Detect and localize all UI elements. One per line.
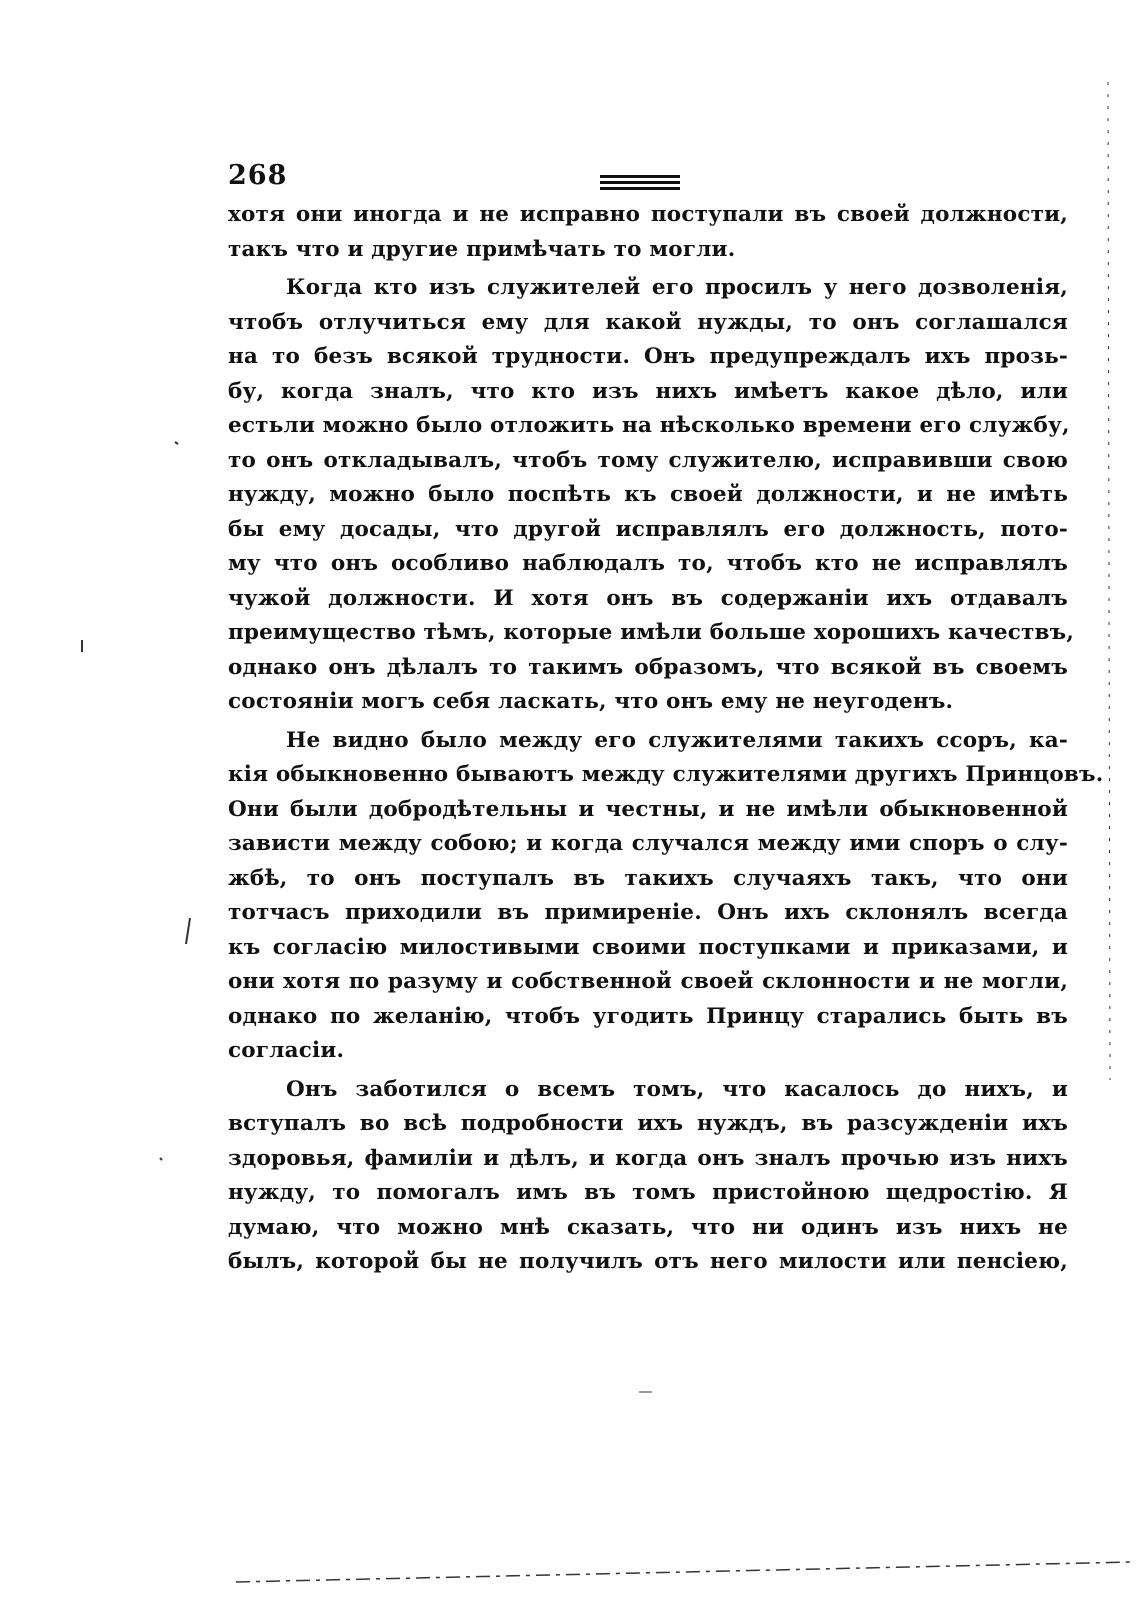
text-line: Они были добродѣтельны и честны, и не имѣли обыкновенной <box>228 796 1068 822</box>
text-line: чужой должности. И хотя онъ въ содержаніи ихъ отдавалъ <box>228 585 1068 611</box>
text-line: однако по желанію, чтобъ угодить Принцу старались быть въ <box>228 1003 1068 1029</box>
paragraph <box>228 724 1104 1069</box>
text-line: зависти между собою; и когда случался между ими споръ о слу- <box>228 831 1068 856</box>
text-line: здоровья, фамиліи и дѣлъ, и когда онъ зналъ прочью изъ нихъ <box>228 1145 1068 1171</box>
text-line: Не видно было между его служителями такихъ ссоръ, ка- <box>286 727 1068 753</box>
scan-speck <box>160 1158 162 1160</box>
text-line: Онъ заботился о всемъ томъ, что касалось до нихъ, и <box>286 1076 1068 1102</box>
page-edge-shadow <box>1108 82 1110 1080</box>
text-line: естьли можно было отложить на нѣсколько времени его службу, <box>228 413 1070 438</box>
text-line: нужду, то помогалъ имъ въ томъ пристойною щедростію. Я <box>228 1180 1068 1205</box>
paragraph <box>228 271 1075 720</box>
header-ornament-rule <box>600 175 680 193</box>
text-line: они хотя по разуму и собственной своей склонности и не могли, <box>228 969 1068 994</box>
text-line: однако онъ дѣлалъ то такимъ образомъ, что всякой въ своемъ <box>228 654 1068 680</box>
text-line: къ согласію милостивыми своими поступками и приказами, и <box>228 934 1068 960</box>
body-text <box>228 198 1104 1280</box>
paragraph-continued <box>228 198 1068 267</box>
text-line: состояніи могъ себя ласкать, что онъ ему не неугоденъ. <box>228 689 954 714</box>
text-line: жбѣ, то онъ поступалъ въ такихъ случаяхъ такъ, что они <box>228 865 1068 891</box>
text-line: то онъ откладывалъ, чтобъ тому служителю, исправивши свою <box>228 447 1068 473</box>
scan-speck <box>186 918 190 944</box>
text-line: такъ что и другие примѣчать то могли. <box>228 236 736 262</box>
text-line: хотя они иногда и не исправно поступали въ своей должности, <box>228 202 1068 227</box>
text-line: Когда кто изъ служителей его просилъ у него дозволенія, <box>286 275 1068 300</box>
text-line: му что онъ особливо наблюдалъ то, чтобъ кто не исправлялъ <box>228 551 1068 576</box>
text-line: кія обыкновенно бываютъ между служителями другихъ Принцовъ. <box>228 762 1104 787</box>
paragraph <box>228 1073 1068 1280</box>
text-line: бы ему досады, что другой исправлялъ его должность, пото- <box>228 516 1068 542</box>
text-line: тотчасъ приходили въ примиреніе. Онъ ихъ склонялъ всегда <box>228 900 1068 925</box>
page-bottom-edge <box>236 1562 1132 1582</box>
text-line: на то безъ всякой трудности. Онъ предупреждалъ ихъ прозь- <box>228 344 1068 369</box>
text-line: бу, когда зналъ, что кто изъ нихъ имѣетъ какое дѣло, или <box>228 378 1068 404</box>
text-line: былъ, которой бы не получилъ отъ него милости или пенсіею, <box>228 1249 1068 1274</box>
scan-speck <box>175 442 178 444</box>
page-header <box>228 160 1068 196</box>
text-line: нужду, можно было поспѣть къ своей должности, и не имѣть <box>228 482 1068 507</box>
text-line: согласіи. <box>228 1038 345 1063</box>
text-line: думаю, что можно мнѣ сказать, что ни одинъ изъ нихъ не <box>228 1214 1068 1240</box>
page-number: 268 <box>228 160 288 191</box>
text-line: чтобъ отлучиться ему для какой нужды, то онъ соглашался <box>228 309 1068 335</box>
text-line: преимущество тѣмъ, которые имѣли больше хорошихъ качествъ, <box>228 620 1075 645</box>
text-line: вступалъ во всѣ подробности ихъ нуждъ, въ разсужденіи ихъ <box>228 1111 1068 1136</box>
